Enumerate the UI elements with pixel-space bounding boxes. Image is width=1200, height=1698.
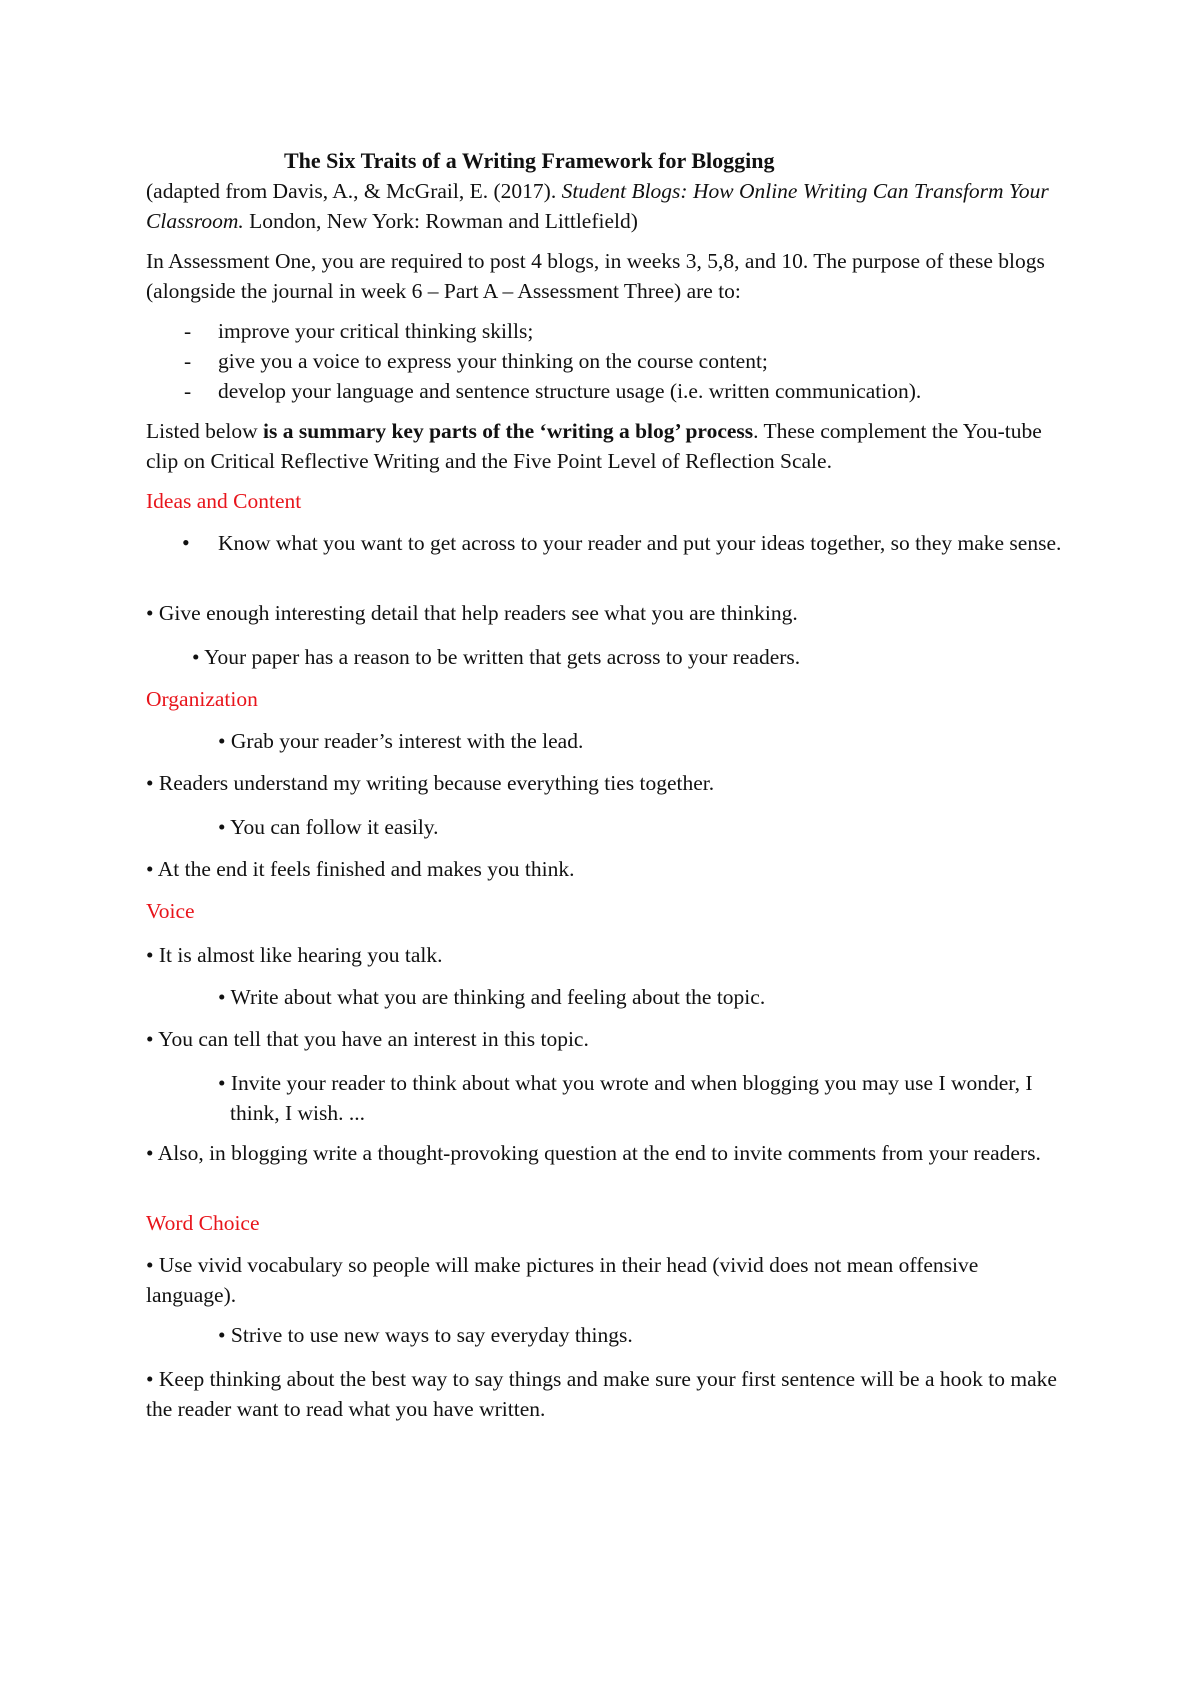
dash-marker: - (184, 379, 192, 403)
list-item: • Use vivid vocabulary so people will make pictures in their head (vivid does not mean offensive language). (146, 1253, 979, 1307)
purpose-text: develop your language and sentence structure usage (i.e. written communication). (218, 379, 922, 403)
list-item: • Readers understand my writing because everything ties together. (146, 771, 715, 795)
citation-paragraph (146, 176, 1066, 236)
item-text: Know what you want to get across to your reader and put your ideas together, so they make sense. (218, 531, 1062, 555)
citation-prefix: (adapted from Davis, A., & McGrail, E. (2017). (146, 179, 562, 203)
list-item: • Also, in blogging write a thought-provoking question at the end to invite comments from your readers. (146, 1141, 1041, 1165)
bullet-marker: • (182, 530, 190, 555)
summary-bold: is a summary key parts of the ‘writing a blog’ process (263, 419, 754, 443)
purpose-text: give you a voice to express your thinking on the course content; (218, 349, 768, 373)
summary-prefix: Listed below (146, 419, 264, 443)
list-item: • Write about what you are thinking and feeling about the topic. (218, 985, 766, 1009)
intro-paragraph: In Assessment One, you are required to post 4 blogs, in weeks 3, 5,8, and 10. The purpose of these blogs (alongside the journal in week 6 – Part A – Assessment Three) are to: (146, 249, 1045, 303)
purpose-list (184, 316, 1064, 406)
list-item (184, 528, 1064, 558)
dash-marker: - (184, 319, 192, 343)
summary-suffix: . These complement the You-tube clip on Critical Reflective Writing and the Five Point Level of Reflection Scale. (146, 419, 1042, 473)
list-item (184, 316, 1064, 346)
citation-suffix: London, New York: Rowman and Littlefield) (243, 209, 638, 233)
purpose-text: improve your critical thinking skills; (218, 319, 534, 343)
list-item: • At the end it feels finished and makes you think. (146, 857, 575, 881)
list-item (184, 376, 1064, 406)
summary-paragraph (146, 416, 1066, 476)
list-item (184, 346, 1064, 376)
list-item: • Grab your reader’s interest with the lead. (218, 729, 584, 753)
list-item: • Your paper has a reason to be written that gets across to your readers. (192, 645, 801, 669)
list-item: • It is almost like hearing you talk. (146, 943, 443, 967)
list-item: • You can follow it easily. (218, 815, 439, 839)
heading-ideas-and-content: Ideas and Content (146, 489, 302, 513)
dash-marker: - (184, 349, 192, 373)
citation-book-title: Student Blogs: How Online Writing Can Transform Your Classroom. (146, 179, 1049, 233)
heading-word-choice: Word Choice (146, 1211, 260, 1235)
list-item: • You can tell that you have an interest in this topic. (146, 1027, 589, 1051)
list-item: • Strive to use new ways to say everyday things. (218, 1323, 633, 1347)
list-item: • Give enough interesting detail that help readers see what you are thinking. (146, 601, 798, 625)
list-item: • Keep thinking about the best way to say things and make sure your first sentence will be a hook to make the reader want to read what you have written. (146, 1367, 1057, 1421)
heading-organization: Organization (146, 687, 258, 711)
heading-voice: Voice (146, 899, 195, 923)
list-item: • Invite your reader to think about what you wrote and when blogging you may use I wonder, I think, I wish. ... (218, 1071, 1033, 1125)
document-title: The Six Traits of a Writing Framework for Blogging (284, 148, 775, 173)
